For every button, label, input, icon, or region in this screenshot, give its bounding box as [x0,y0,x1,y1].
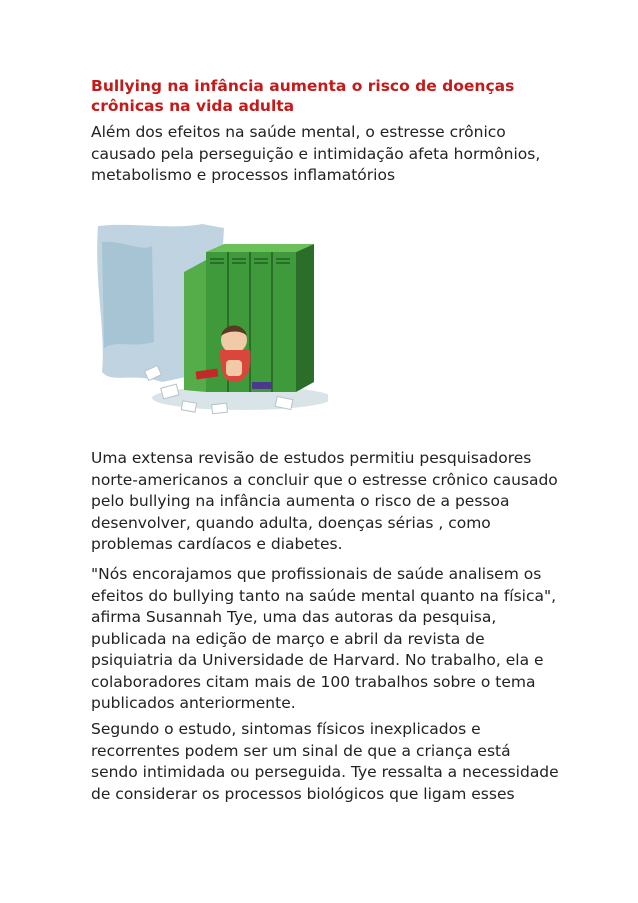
article-paragraph-2: "Nós encorajamos que profissionais de saúde analisem os efeitos do bullying tanto na saúde mental quanto na física", afirma Susannah Tye, uma das autoras da pesquisa, publicada na edição de março e abril da revista de psiquiatria da Universidade de Harvard. No trabalho, ela e colaboradores citam mais de 100 trabalhos sobre o tema publicados anteriormente. [91,565,557,712]
locker-top [206,244,314,252]
article-paragraph-1: Uma extensa revisão de estudos permitiu pesquisadores norte-americanos a concluir que o estresse crônico causado pelo bullying na infância aumenta o risco de a pessoa desenvolver, quando adulta, doenças sérias , como problemas cardíacos e diabetes. [91,449,558,553]
article-lead: Além dos efeitos na saúde mental, o estresse crônico causado pela perseguição e intimidação afeta hormônios, metabolismo e processos inflamatórios [91,123,541,184]
article-headline: Bullying na infância aumenta o risco de doenças crônicas na vida adulta [91,77,515,115]
locker-side [296,244,314,392]
article-illustration [92,222,328,418]
book-purple [252,382,272,389]
lockers-illustration-image [92,222,328,418]
article-paragraph-3: Segundo o estudo, sintomas físicos inexplicados e recorrentes podem ser um sinal de que a criança está sendo intimidada ou perseguida. Tye ressalta a necessidade de considerar os processos biológicos que ligam esses [91,720,559,803]
